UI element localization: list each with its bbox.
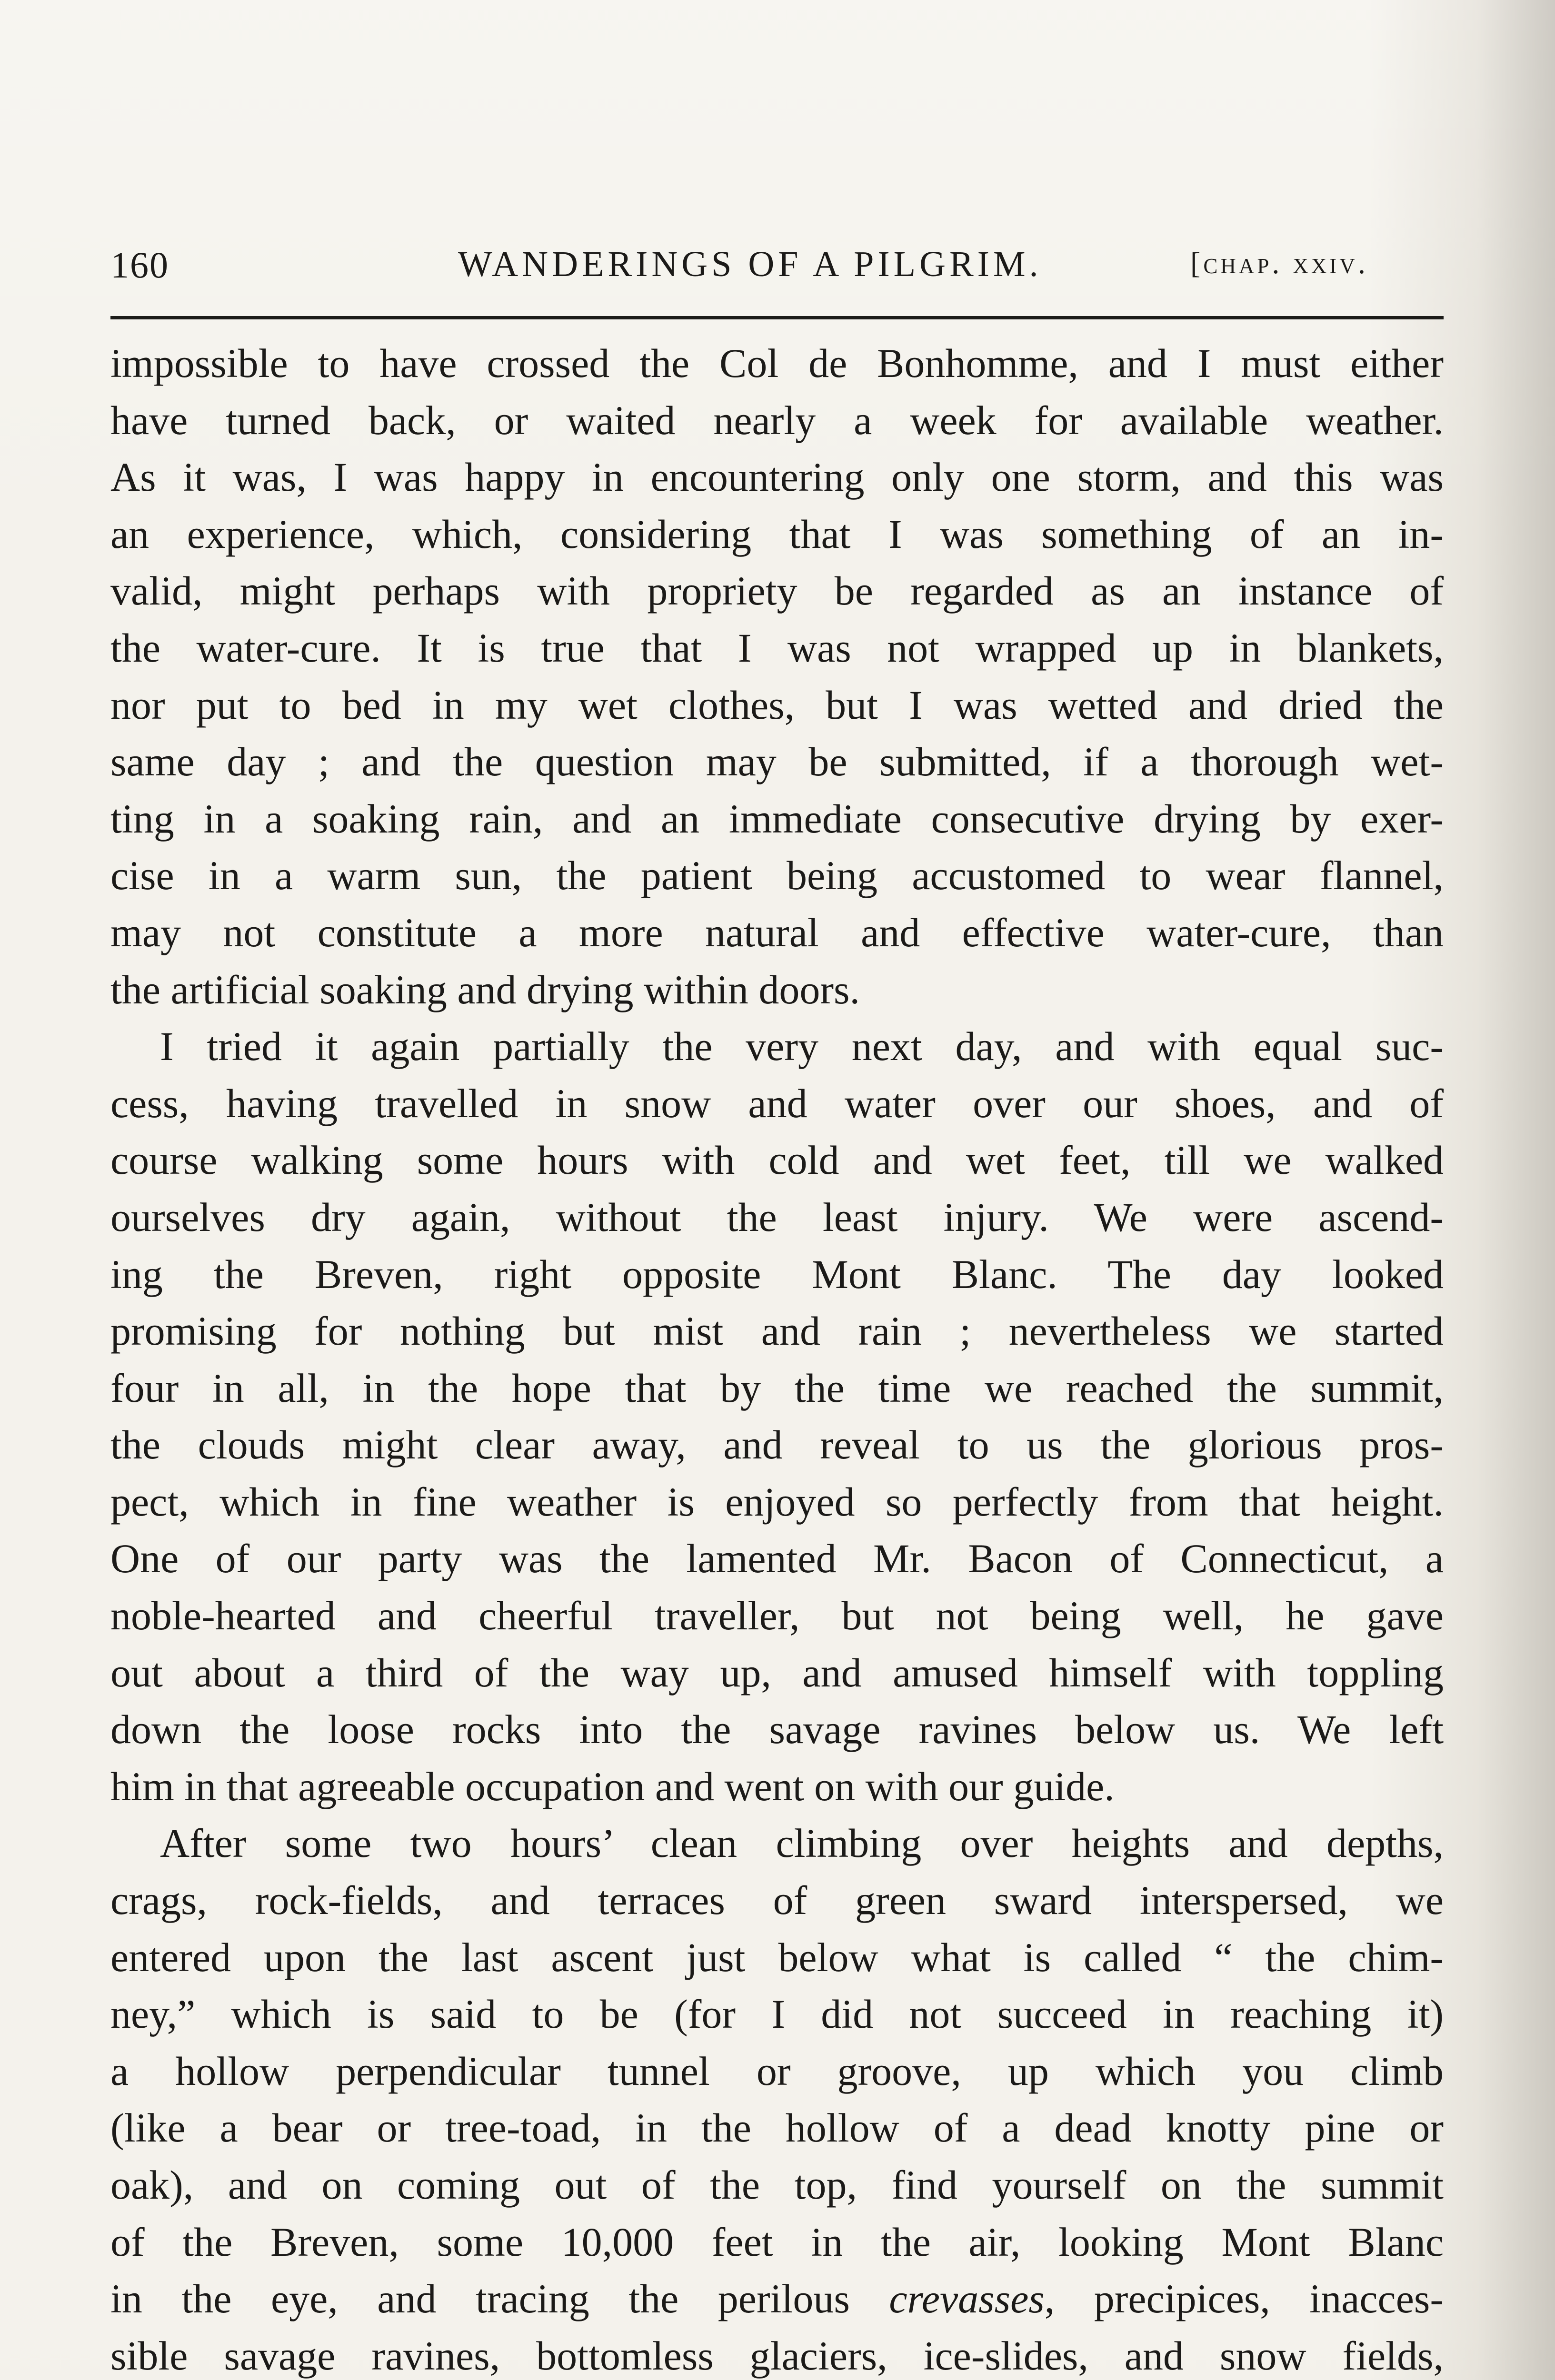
text-line: As it was, I was happy in encountering only one storm, and this was [110, 454, 1444, 500]
paragraph-first-line: I tried it again partially the very next day, and with equal suc- [160, 1023, 1444, 1070]
text-line: out about a third of the way up, and amused himself with toppling [110, 1649, 1444, 1696]
text-line: same day ; and the question may be submitted, if a thorough wet- [110, 739, 1444, 785]
text-line: cise in a warm sun, the patient being accustomed to wear flannel, [110, 853, 1444, 899]
text-line: of the Breven, some 10,000 feet in the air, looking Mont Blanc [110, 2219, 1444, 2265]
body-text [110, 335, 1444, 2380]
text-line: ing the Breven, right opposite Mont Blanc. The day looked [110, 1251, 1444, 1297]
page-number: 160 [110, 244, 169, 286]
running-head [110, 244, 1444, 291]
text-segment: , precipices, inacces- [1044, 2276, 1444, 2322]
text-line: One of our party was the lamented Mr. Bacon of Connecticut, a [110, 1536, 1444, 1582]
paragraph-last-line: the artificial soaking and drying within doors. [110, 966, 860, 1012]
text-line: the water-cure. It is true that I was not wrapped up in blankets, [110, 625, 1444, 671]
text-line-with-italic [110, 2271, 1444, 2328]
header-rule [110, 316, 1444, 319]
text-line: cess, having travelled in snow and water over our shoes, and of [110, 1080, 1444, 1126]
text-line: down the loose rocks into the savage ravines below us. We left [110, 1706, 1444, 1753]
text-line: noble-hearted and cheerful traveller, but not being well, he gave [110, 1593, 1444, 1639]
text-line: ting in a soaking rain, and an immediate consecutive drying by exer- [110, 795, 1444, 842]
text-line: have turned back, or waited nearly a week for available weather. [110, 397, 1444, 443]
text-line: an experience, which, considering that I was something of an in- [110, 511, 1444, 557]
text-line: ourselves dry again, without the least injury. We were ascend- [110, 1194, 1444, 1240]
text-line: (like a bear or tree-toad, in the hollow of a dead knotty pine or [110, 2105, 1444, 2151]
text-line: the clouds might clear away, and reveal to us the glorious pros- [110, 1422, 1444, 1468]
running-title: WANDERINGS OF A PILGRIM. [458, 244, 1042, 284]
paragraph-first-line: After some two hours’ clean climbing over heights and depths, [160, 1820, 1444, 1866]
text-line: course walking some hours with cold and wet feet, till we walked [110, 1137, 1444, 1183]
text-line: a hollow perpendicular tunnel or groove, up which you climb [110, 2048, 1444, 2094]
text-segment: in the eye, and tracing the perilous [110, 2276, 850, 2322]
text-line: oak), and on coming out of the top, find yourself on the summit [110, 2162, 1444, 2208]
chapter-reference: [chap. xxiv. [1190, 246, 1368, 280]
text-line: four in all, in the hope that by the time we reached the summit, [110, 1365, 1444, 1411]
text-line: impossible to have crossed the Col de Bonhomme, and I must either [110, 340, 1444, 386]
text-line: nor put to bed in my wet clothes, but I was wetted and dried the [110, 682, 1444, 728]
text-line: may not constitute a more natural and effective water-cure, than [110, 909, 1444, 955]
italic-term: crevasses [889, 2276, 1045, 2322]
text-line: entered upon the last ascent just below what is called “ the chim- [110, 1934, 1444, 1980]
text-line: promising for nothing but mist and rain ; nevertheless we started [110, 1308, 1444, 1354]
text-line: crags, rock-fields, and terraces of green sward interspersed, we [110, 1877, 1444, 1924]
paragraph-last-line: him in that agreeable occupation and went on with our guide. [110, 1763, 1115, 1809]
text-line: valid, might perhaps with propriety be regarded as an instance of [110, 568, 1444, 614]
text-line: ney,” which is said to be (for I did not succeed in reaching it) [110, 1991, 1444, 2037]
text-line: pect, which in fine weather is enjoyed so perfectly from that height. [110, 1478, 1444, 1525]
text-line: sible savage ravines, bottomless glaciers, ice-slides, and snow fields, [110, 2332, 1444, 2379]
